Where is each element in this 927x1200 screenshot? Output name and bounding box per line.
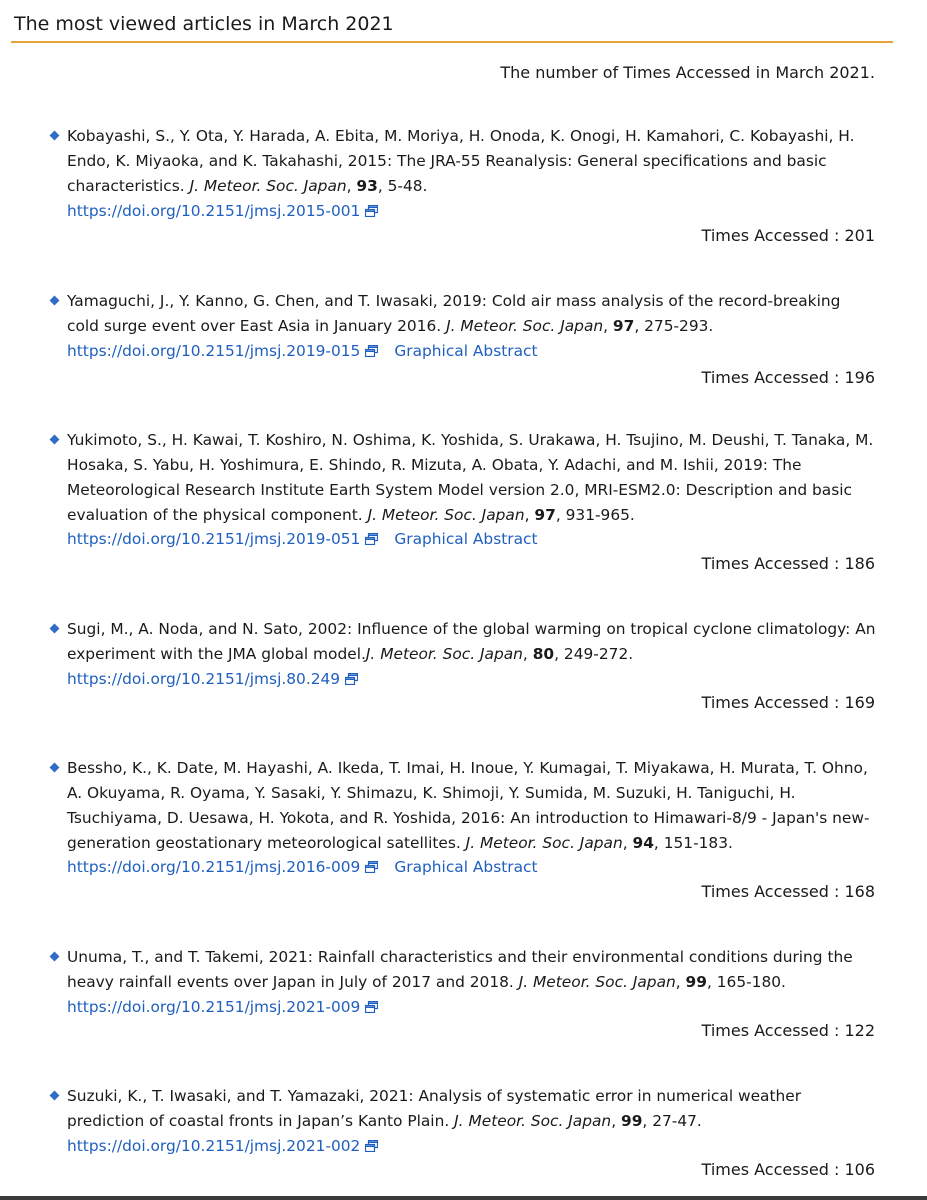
bullet-diamond-icon bbox=[50, 296, 60, 306]
times-accessed-label: Times Accessed : bbox=[701, 226, 845, 245]
journal-name: J. Meteor. Soc. Japan bbox=[454, 1112, 612, 1130]
journal-name: J. Meteor. Soc. Japan bbox=[365, 645, 523, 663]
doi-link-text: https://doi.org/10.2151/jmsj.80.249 bbox=[67, 670, 341, 688]
citation-authors-title: Suzuki, K., T. Iwasaki, and T. Yamazaki, 2021: Analysis of systematic error in numerical weather prediction of coastal fronts in Japan’s Kanto Plain. bbox=[67, 1087, 802, 1130]
comma-separator: , bbox=[524, 506, 535, 524]
citation-authors-title: Kobayashi, S., Y. Ota, Y. Harada, A. Ebita, M. Moriya, H. Onoda, K. Onogi, H. Kamahori, C. Kobayashi, H. Endo, K. Miyaoka, and K. Takahashi, 2015: The JRA-55 Reanalysis: General specifications and basic characteristics. bbox=[67, 127, 855, 195]
volume-number: 80 bbox=[532, 645, 555, 663]
times-accessed-count: 168 bbox=[844, 882, 875, 901]
graphical-abstract-link[interactable]: Graphical Abstract bbox=[394, 342, 538, 360]
external-link-icon bbox=[365, 340, 378, 352]
volume-number: 97 bbox=[534, 506, 556, 524]
external-link-icon bbox=[365, 200, 378, 212]
bullet-diamond-icon bbox=[50, 131, 60, 141]
times-accessed bbox=[702, 554, 875, 573]
doi-link-text: https://doi.org/10.2151/jmsj.2021-009 bbox=[67, 998, 361, 1016]
times-accessed-label: Times Accessed : bbox=[701, 693, 845, 712]
article-links bbox=[67, 339, 538, 364]
doi-link[interactable] bbox=[67, 670, 358, 688]
doi-link-text: https://doi.org/10.2151/jmsj.2019-015 bbox=[67, 342, 361, 360]
bullet-diamond-icon bbox=[50, 624, 60, 634]
page-range: , 27-47. bbox=[642, 1112, 702, 1130]
comma-separator: , bbox=[611, 1112, 621, 1130]
times-accessed-count: 122 bbox=[844, 1021, 875, 1040]
article-links bbox=[67, 527, 538, 552]
article-citation bbox=[67, 1084, 877, 1134]
volume-number: 99 bbox=[685, 973, 707, 991]
journal-name: J. Meteor. Soc. Japan bbox=[189, 177, 347, 195]
citation-authors-title: Yamaguchi, J., Y. Kanno, G. Chen, and T. Iwasaki, 2019: Cold air mass analysis of the record-breaking cold surge event over East Asia in January 2016. bbox=[67, 292, 841, 335]
doi-link-text: https://doi.org/10.2151/jmsj.2019-051 bbox=[67, 530, 361, 548]
doi-link-text: https://doi.org/10.2151/jmsj.2015-001 bbox=[67, 202, 361, 220]
comma-separator: , bbox=[675, 973, 686, 991]
page-range: , 165-180. bbox=[706, 973, 786, 991]
doi-link[interactable] bbox=[67, 858, 378, 876]
times-accessed-count: 186 bbox=[844, 554, 875, 573]
times-accessed bbox=[702, 882, 875, 901]
doi-link[interactable] bbox=[67, 530, 378, 548]
times-accessed-count: 106 bbox=[844, 1160, 875, 1179]
times-accessed-label: Times Accessed : bbox=[701, 368, 845, 387]
graphical-abstract-link[interactable]: Graphical Abstract bbox=[394, 858, 538, 876]
article-links bbox=[67, 199, 378, 224]
page-range: , 275-293. bbox=[634, 317, 714, 335]
comma-separator: , bbox=[522, 645, 533, 663]
article-citation bbox=[67, 124, 877, 199]
times-accessed bbox=[702, 226, 875, 245]
article-citation bbox=[67, 756, 877, 856]
external-link-icon bbox=[365, 856, 378, 868]
times-accessed-label: Times Accessed : bbox=[701, 1021, 845, 1040]
journal-name: J. Meteor. Soc. Japan bbox=[367, 506, 525, 524]
comma-separator: , bbox=[346, 177, 357, 195]
citation-authors-title: Unuma, T., and T. Takemi, 2021: Rainfall characteristics and their environmental conditions during the heavy rainfall events over Japan in July of 2017 and 2018. bbox=[67, 948, 853, 991]
article-links bbox=[67, 855, 538, 880]
page-title: The most viewed articles in March 2021 bbox=[14, 13, 394, 35]
footer-divider bbox=[0, 1196, 927, 1200]
volume-number: 94 bbox=[632, 834, 654, 852]
doi-link-text: https://doi.org/10.2151/jmsj.2021-002 bbox=[67, 1137, 361, 1155]
bullet-diamond-icon bbox=[50, 952, 60, 962]
times-accessed-label: Times Accessed : bbox=[701, 882, 845, 901]
times-accessed bbox=[702, 1160, 875, 1179]
journal-name: J. Meteor. Soc. Japan bbox=[446, 317, 604, 335]
times-accessed bbox=[702, 1021, 875, 1040]
times-accessed-count: 169 bbox=[844, 693, 875, 712]
volume-number: 93 bbox=[356, 177, 378, 195]
journal-name: J. Meteor. Soc. Japan bbox=[518, 973, 676, 991]
article-citation bbox=[67, 289, 877, 339]
doi-link-text: https://doi.org/10.2151/jmsj.2016-009 bbox=[67, 858, 361, 876]
page-range: , 249-272. bbox=[554, 645, 634, 663]
access-count-caption: The number of Times Accessed in March 2021. bbox=[500, 63, 875, 82]
journal-name: J. Meteor. Soc. Japan bbox=[465, 834, 623, 852]
volume-number: 99 bbox=[620, 1112, 643, 1130]
volume-number: 97 bbox=[612, 317, 635, 335]
citation-authors-title: Bessho, K., K. Date, M. Hayashi, A. Ikeda, T. Imai, H. Inoue, Y. Kumagai, T. Miyakawa, H. Murata, T. Ohno, A. Okuyama, R. Oyama, Y. Sasaki, Y. Shimazu, K. Shimoji, Y. Sumida, M. Suzuki, H. Taniguchi, H. Tsuchiyama, D. Uesawa, H. Yokota, and R. Yoshida, 2016: An introduction to Himawari-8/9 - Japan's new-generation geostationary meteorological satellites. bbox=[67, 759, 870, 852]
page-range: , 931-965. bbox=[555, 506, 635, 524]
times-accessed-label: Times Accessed : bbox=[701, 554, 845, 573]
article-citation bbox=[67, 428, 877, 528]
doi-link[interactable] bbox=[67, 342, 378, 360]
times-accessed-count: 201 bbox=[844, 226, 875, 245]
graphical-abstract-link[interactable]: Graphical Abstract bbox=[394, 530, 538, 548]
comma-separator: , bbox=[622, 834, 633, 852]
comma-separator: , bbox=[603, 317, 613, 335]
times-accessed bbox=[702, 368, 875, 387]
times-accessed bbox=[702, 693, 875, 712]
external-link-icon bbox=[365, 1135, 378, 1147]
citation-authors-title: Sugi, M., A. Noda, and N. Sato, 2002: Influence of the global warming on tropical cyclone climatology: An experiment with the JMA global model. bbox=[67, 620, 876, 663]
citation-authors-title: Yukimoto, S., H. Kawai, T. Koshiro, N. Oshima, K. Yoshida, S. Urakawa, H. Tsujino, M. Deushi, T. Tanaka, M. Hosaka, S. Yabu, H. Yoshimura, E. Shindo, R. Mizuta, A. Obata, Y. Adachi, and M. Ishii, 2019: The Meteorological Research Institute Earth System Model version 2.0, MRI-ESM2.0: Description and basic evaluation of the physical component. bbox=[67, 431, 874, 524]
bullet-diamond-icon bbox=[50, 763, 60, 773]
times-accessed-count: 196 bbox=[844, 368, 875, 387]
external-link-icon bbox=[345, 668, 358, 680]
doi-link[interactable] bbox=[67, 202, 378, 220]
article-citation bbox=[67, 617, 877, 667]
doi-link[interactable] bbox=[67, 1137, 378, 1155]
article-citation bbox=[67, 945, 877, 995]
doi-link[interactable] bbox=[67, 998, 378, 1016]
bullet-diamond-icon bbox=[50, 1091, 60, 1101]
article-links bbox=[67, 1134, 378, 1159]
page-range: , 151-183. bbox=[653, 834, 733, 852]
external-link-icon bbox=[365, 996, 378, 1008]
external-link-icon bbox=[365, 528, 378, 540]
article-links bbox=[67, 995, 378, 1020]
page-range: , 5-48. bbox=[377, 177, 428, 195]
bullet-diamond-icon bbox=[50, 435, 60, 445]
times-accessed-label: Times Accessed : bbox=[701, 1160, 845, 1179]
article-links bbox=[67, 667, 358, 692]
